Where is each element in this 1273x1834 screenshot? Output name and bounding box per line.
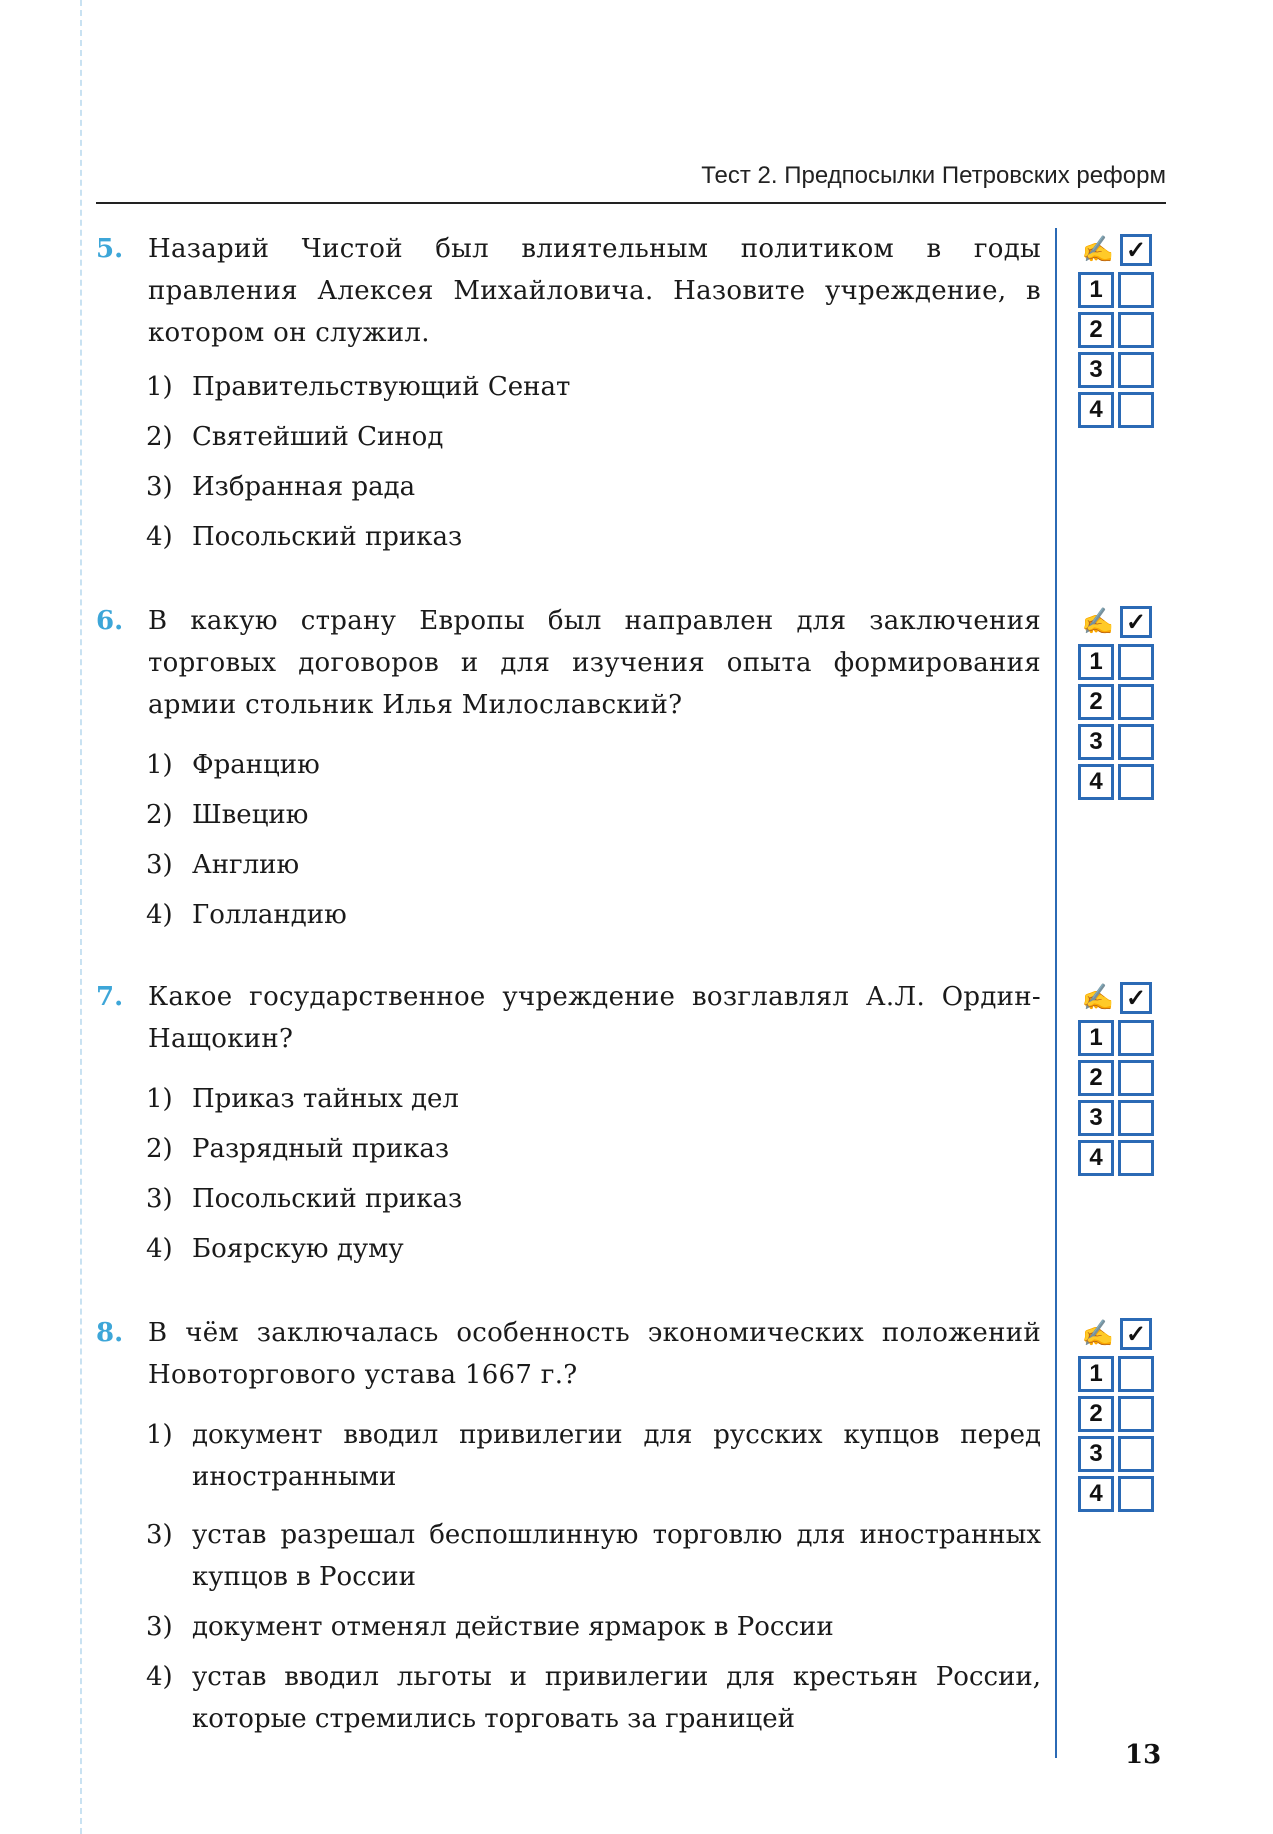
option-number: 3) bbox=[146, 472, 173, 502]
answer-grid-q8 bbox=[1078, 1316, 1158, 1512]
answer-box[interactable] bbox=[1118, 1100, 1154, 1136]
header-rule bbox=[96, 202, 1166, 204]
answer-box[interactable] bbox=[1118, 352, 1154, 388]
answer-grid-q7 bbox=[1078, 980, 1158, 1176]
answer-box[interactable] bbox=[1118, 1140, 1154, 1176]
answer-row bbox=[1078, 1100, 1158, 1136]
check-icon: ✓ bbox=[1120, 1318, 1152, 1350]
question-number: 7. bbox=[96, 982, 124, 1012]
option-text: Правительствующий Сенат bbox=[192, 372, 571, 402]
option-number: 1) bbox=[146, 1084, 173, 1114]
option-text: устав разрешал беспошлинную торговлю для иностранных купцов в России bbox=[192, 1520, 1041, 1592]
answer-number: 4 bbox=[1078, 1140, 1114, 1176]
answer-row bbox=[1078, 392, 1158, 428]
answer-margin-rule bbox=[1055, 228, 1057, 1758]
question-number: 6. bbox=[96, 606, 124, 636]
option bbox=[146, 1414, 1041, 1498]
answer-number: 1 bbox=[1078, 644, 1114, 680]
answer-box[interactable] bbox=[1118, 1020, 1154, 1056]
answer-row bbox=[1078, 1356, 1158, 1392]
option bbox=[146, 1078, 1041, 1120]
question-5 bbox=[96, 228, 1041, 558]
option-text: Посольский приказ bbox=[192, 522, 463, 552]
option-number: 3) bbox=[146, 1520, 173, 1550]
option bbox=[146, 744, 1041, 786]
answer-number: 1 bbox=[1078, 1356, 1114, 1392]
option bbox=[146, 1656, 1041, 1740]
answer-number: 2 bbox=[1078, 1060, 1114, 1096]
answer-row bbox=[1078, 1020, 1158, 1056]
option-text: Францию bbox=[192, 750, 320, 780]
running-title: Тест 2. Предпосылки Петровских реформ bbox=[701, 162, 1166, 189]
option-text: Приказ тайных дел bbox=[192, 1084, 459, 1114]
option-text: документ отменял действие ярмарок в России bbox=[192, 1612, 834, 1642]
answer-row bbox=[1078, 1060, 1158, 1096]
option-number: 2) bbox=[146, 800, 173, 830]
question-number: 5. bbox=[96, 234, 124, 264]
option-text: Англию bbox=[192, 850, 300, 880]
answer-number: 1 bbox=[1078, 272, 1114, 308]
answer-box[interactable] bbox=[1118, 1060, 1154, 1096]
question-7 bbox=[96, 976, 1041, 1270]
option bbox=[146, 1606, 1041, 1648]
question-text: Какое государственное учреждение возглавлял А.Л. Ордин-Нащокин? bbox=[148, 982, 1041, 1054]
answer-row bbox=[1078, 684, 1158, 720]
answer-row bbox=[1078, 352, 1158, 388]
option-text: устав вводил льготы и привилегии для крестьян России, которые стремились торговать за границей bbox=[192, 1662, 1041, 1734]
option bbox=[146, 1128, 1041, 1170]
option-number: 3) bbox=[146, 1184, 173, 1214]
pencil-icon: ✍ bbox=[1081, 607, 1115, 637]
answer-row bbox=[1078, 1476, 1158, 1512]
question-6 bbox=[96, 600, 1041, 936]
answer-number: 3 bbox=[1078, 1436, 1114, 1472]
check-icon: ✓ bbox=[1120, 234, 1152, 266]
option-number: 4) bbox=[146, 522, 173, 552]
answer-number: 4 bbox=[1078, 1476, 1114, 1512]
option bbox=[146, 466, 1041, 508]
answer-grid-q5 bbox=[1078, 232, 1158, 428]
pencil-icon: ✍ bbox=[1081, 235, 1115, 265]
page-number: 13 bbox=[1125, 1740, 1162, 1770]
answer-box[interactable] bbox=[1118, 764, 1154, 800]
option-number: 2) bbox=[146, 1134, 173, 1164]
question-text: В чём заключалась особенность экономических положений Новоторгового устава 1667 г.? bbox=[148, 1318, 1041, 1390]
option-list bbox=[96, 744, 1041, 936]
option-number: 2) bbox=[146, 422, 173, 452]
question-number: 8. bbox=[96, 1318, 124, 1348]
option bbox=[146, 894, 1041, 936]
pencil-icon: ✍ bbox=[1081, 983, 1115, 1013]
answer-number: 2 bbox=[1078, 684, 1114, 720]
answer-row bbox=[1078, 312, 1158, 348]
option-number: 1) bbox=[146, 1420, 173, 1450]
option-text: Посольский приказ bbox=[192, 1184, 463, 1214]
answer-row bbox=[1078, 1140, 1158, 1176]
answer-number: 2 bbox=[1078, 312, 1114, 348]
question-text: В какую страну Европы был направлен для заключения торговых договоров и для изучения опыта формирования армии стольник Илья Милославский? bbox=[148, 606, 1041, 720]
answer-number: 3 bbox=[1078, 352, 1114, 388]
option bbox=[146, 1178, 1041, 1220]
answer-box[interactable] bbox=[1118, 1436, 1154, 1472]
answer-row bbox=[1078, 272, 1158, 308]
option-text: Боярскую думу bbox=[192, 1234, 404, 1264]
option bbox=[146, 794, 1041, 836]
option-number: 1) bbox=[146, 372, 173, 402]
answer-box[interactable] bbox=[1118, 1396, 1154, 1432]
option-text: Голландию bbox=[192, 900, 347, 930]
option-number: 4) bbox=[146, 900, 173, 930]
answer-box[interactable] bbox=[1118, 684, 1154, 720]
answer-number: 1 bbox=[1078, 1020, 1114, 1056]
question-text: Назарий Чистой был влиятельным политиком в годы правления Алексея Михайловича. Назовите учреждение, в котором он служил. bbox=[148, 234, 1041, 348]
option-number: 3) bbox=[146, 1612, 173, 1642]
option bbox=[146, 1514, 1041, 1598]
option-text: Избранная рада bbox=[192, 472, 416, 502]
answer-row bbox=[1078, 1396, 1158, 1432]
answer-number: 4 bbox=[1078, 764, 1114, 800]
option-number: 3) bbox=[146, 850, 173, 880]
option bbox=[146, 844, 1041, 886]
option bbox=[146, 1228, 1041, 1270]
option-text: Швецию bbox=[192, 800, 309, 830]
answer-box[interactable] bbox=[1118, 1476, 1154, 1512]
answer-number: 3 bbox=[1078, 724, 1114, 760]
option bbox=[146, 366, 1041, 408]
option-number: 4) bbox=[146, 1234, 173, 1264]
check-icon: ✓ bbox=[1120, 606, 1152, 638]
answer-row bbox=[1078, 1436, 1158, 1472]
answer-row bbox=[1078, 764, 1158, 800]
answer-number: 2 bbox=[1078, 1396, 1114, 1432]
option-number: 4) bbox=[146, 1662, 173, 1692]
question-8 bbox=[96, 1312, 1041, 1740]
answer-box[interactable] bbox=[1118, 392, 1154, 428]
answer-box[interactable] bbox=[1118, 312, 1154, 348]
answer-grid-q6 bbox=[1078, 604, 1158, 800]
option-list bbox=[96, 366, 1041, 558]
option-list bbox=[96, 1414, 1041, 1740]
option-text: Разрядный приказ bbox=[192, 1134, 450, 1164]
answer-row bbox=[1078, 724, 1158, 760]
cut-line bbox=[80, 0, 82, 1834]
answer-number: 4 bbox=[1078, 392, 1114, 428]
option bbox=[146, 416, 1041, 458]
option-list bbox=[96, 1078, 1041, 1270]
answer-box[interactable] bbox=[1118, 1356, 1154, 1392]
option-text: документ вводил привилегии для русских купцов перед иностранными bbox=[192, 1420, 1041, 1492]
option bbox=[146, 516, 1041, 558]
check-icon: ✓ bbox=[1120, 982, 1152, 1014]
answer-number: 3 bbox=[1078, 1100, 1114, 1136]
answer-box[interactable] bbox=[1118, 272, 1154, 308]
option-text: Святейший Синод bbox=[192, 422, 444, 452]
answer-row bbox=[1078, 644, 1158, 680]
option-number: 1) bbox=[146, 750, 173, 780]
pencil-icon: ✍ bbox=[1081, 1319, 1115, 1349]
answer-box[interactable] bbox=[1118, 724, 1154, 760]
answer-box[interactable] bbox=[1118, 644, 1154, 680]
